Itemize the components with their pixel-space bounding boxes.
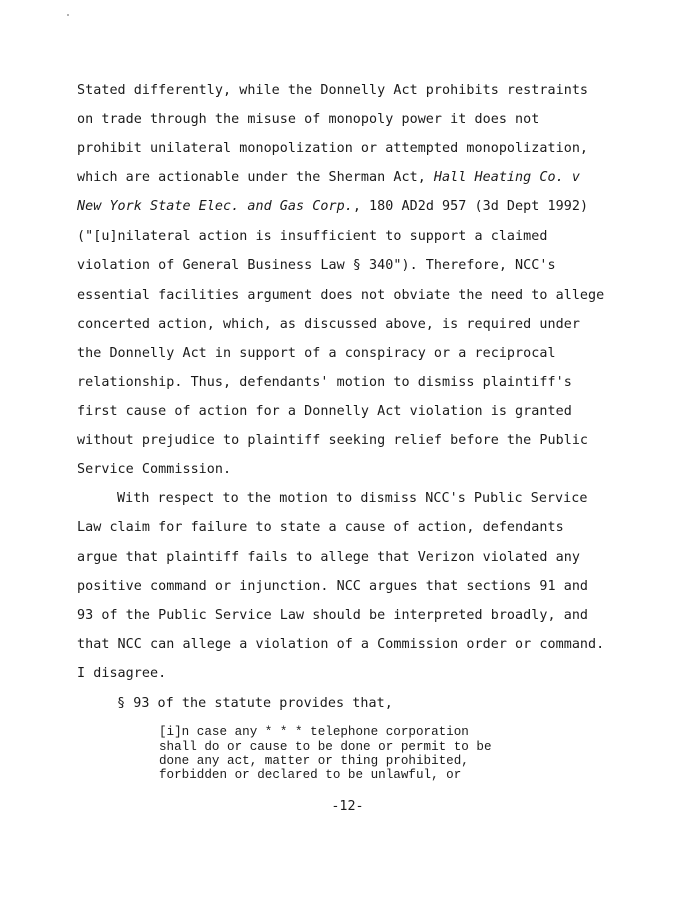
body-line: that NCC can allege a violation of a Commission order or command. xyxy=(77,637,605,652)
case-name: New York State Elec. and Gas Corp. xyxy=(77,199,353,214)
block-quote-line: forbidden or declared to be unlawful, or xyxy=(159,768,462,782)
body-line: relationship. Thus, defendants' motion to dismiss plaintiff's xyxy=(77,375,572,390)
body-line-with-citation xyxy=(77,199,588,215)
body-line: ("[u]nilateral action is insufficient to support a claimed xyxy=(77,229,548,244)
body-line: without prejudice to plaintiff seeking relief before the Public xyxy=(77,433,589,448)
body-line: concerted action, which, as discussed above, is required under xyxy=(77,317,580,332)
body-text: which are actionable under the Sherman Act, xyxy=(77,170,434,185)
scan-speck xyxy=(67,14,69,16)
body-line: Service Commission. xyxy=(77,462,232,477)
body-line: 93 of the Public Service Law should be interpreted broadly, and xyxy=(77,608,589,623)
body-line: I disagree. xyxy=(77,666,167,681)
block-quote-line: shall do or cause to be done or permit to be xyxy=(159,740,492,754)
body-line-indented: § 93 of the statute provides that, xyxy=(117,696,393,711)
block-quote-line: [i]n case any * * * telephone corporation xyxy=(159,725,469,739)
body-line: first cause of action for a Donnelly Act violation is granted xyxy=(77,404,572,419)
body-line: Stated differently, while the Donnelly Act prohibits restraints xyxy=(77,83,589,98)
page-number: -12- xyxy=(331,799,364,814)
body-line: Law claim for failure to state a cause of action, defendants xyxy=(77,520,564,535)
case-name: Hall Heating Co. v xyxy=(433,170,580,185)
body-line: argue that plaintiff fails to allege that Verizon violated any xyxy=(77,550,580,565)
block-quote-line: done any act, matter or thing prohibited, xyxy=(159,754,469,768)
body-line-with-citation xyxy=(77,170,580,186)
body-line: essential facilities argument does not obviate the need to allege xyxy=(77,288,605,303)
body-line: on trade through the misuse of monopoly power it does not xyxy=(77,112,540,127)
body-line: prohibit unilateral monopolization or attempted monopolization, xyxy=(77,141,589,156)
citation-text: , 180 AD2d 957 (3d Dept 1992) xyxy=(352,199,589,214)
body-line: positive command or injunction. NCC argues that sections 91 and xyxy=(77,579,589,594)
body-line: violation of General Business Law § 340"). Therefore, NCC's xyxy=(77,258,556,273)
body-line-indented: With respect to the motion to dismiss NCC's Public Service xyxy=(117,491,588,506)
body-line: the Donnelly Act in support of a conspiracy or a reciprocal xyxy=(77,346,556,361)
